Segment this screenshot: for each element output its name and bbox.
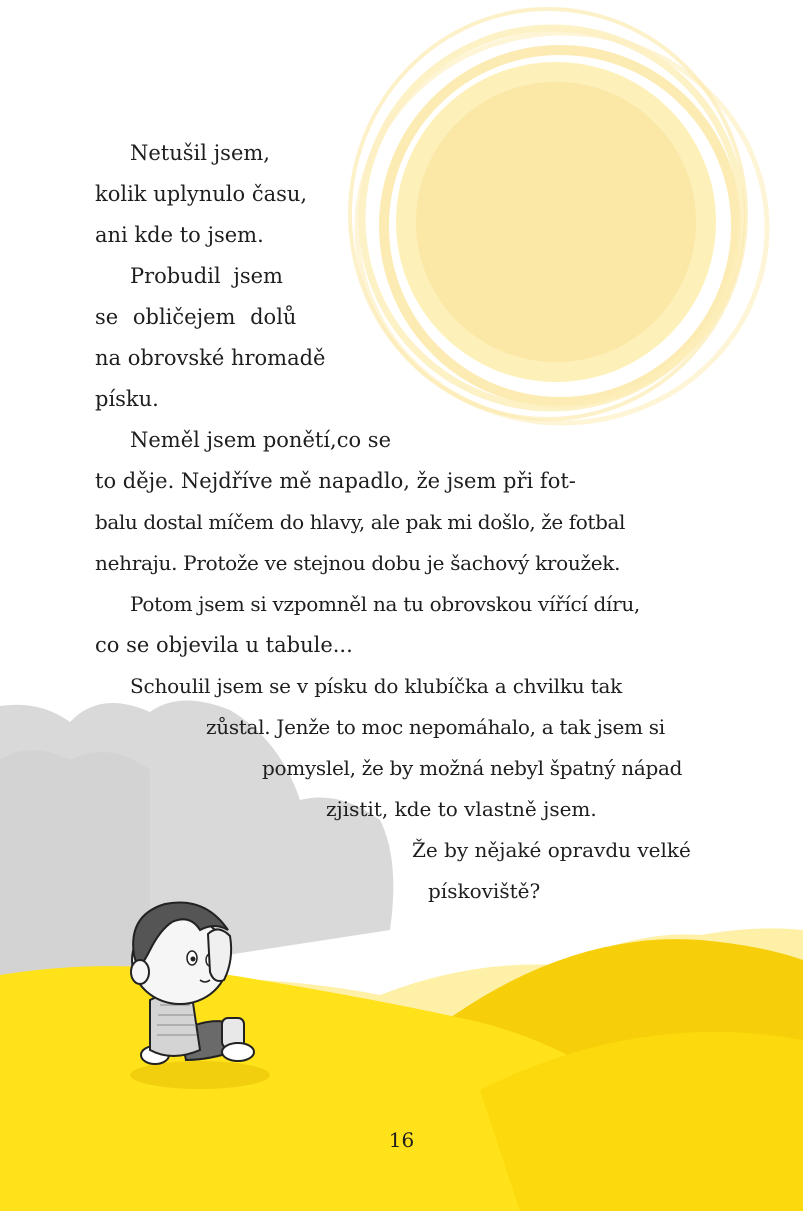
text-line: co se objevila u tabule... <box>95 633 353 657</box>
page-number: 16 <box>388 1128 415 1152</box>
text-line: pomyslel, že by možná nebyl špatný nápad <box>262 756 683 780</box>
text-line: Schoulil jsem se v písku do klubíčka a chvilku tak <box>130 674 623 698</box>
text-line: pískoviště? <box>428 879 541 903</box>
sand-dunes-illustration <box>0 928 803 1211</box>
text-line: písku. <box>95 387 159 411</box>
text-line: Neměl jsem ponětí,co se <box>130 428 391 452</box>
text-line: Probudil jsem <box>130 264 283 288</box>
sun-illustration <box>350 9 767 423</box>
text-line: Potom jsem si vzpomněl na tu obrovskou vířící díru, <box>130 592 640 616</box>
text-line: zjistit, kde to vlastně jsem. <box>326 797 597 821</box>
text-line: kolik uplynulo času, <box>95 182 308 206</box>
text-line: se obličejem dolů <box>95 305 297 329</box>
text-line: zůstal. Jenže to moc nepomáhalo, a tak jsem si <box>206 715 665 739</box>
text-line: nehraju. Protože ve stejnou dobu je šachový kroužek. <box>95 551 621 575</box>
text-line: ani kde to jsem. <box>95 223 264 247</box>
text-line: Že by nějaké opravdu velké <box>412 838 691 862</box>
text-line: balu dostal míčem do hlavy, ale pak mi došlo, že fotbal <box>95 510 625 534</box>
text-line: Netušil jsem, <box>130 141 270 165</box>
text-line: na obrovské hromadě <box>95 346 326 370</box>
text-line: to děje. Nejdříve mě napadlo, že jsem při fot- <box>95 469 576 493</box>
